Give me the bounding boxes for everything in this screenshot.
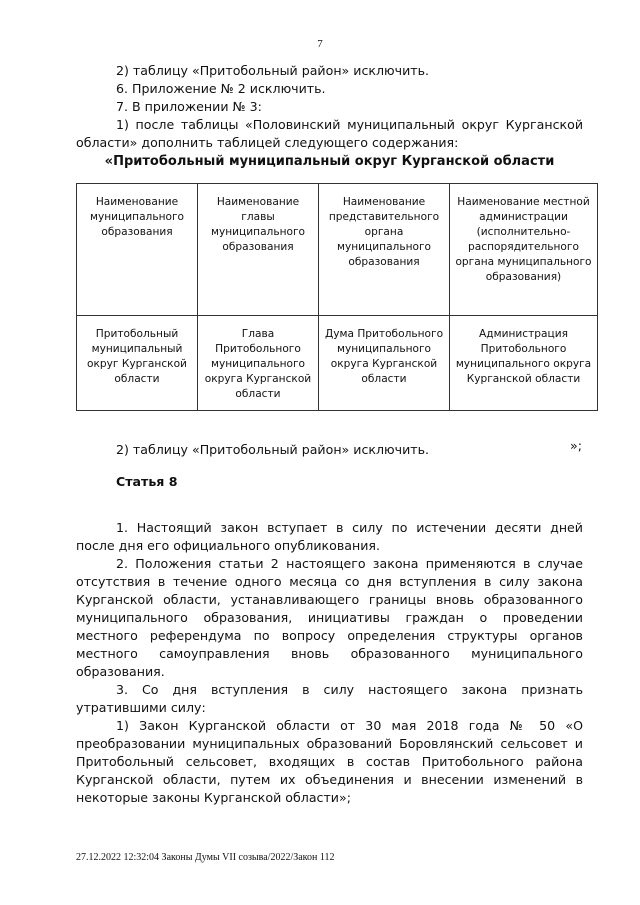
paragraph-appendix-2: 6. Приложение № 2 исключить. bbox=[116, 81, 326, 96]
table-cell: Дума Притобольного муниципального округа Курганской области bbox=[319, 316, 450, 411]
table-row bbox=[77, 316, 598, 411]
document-body-bottom bbox=[76, 441, 583, 807]
document-body-top bbox=[76, 62, 583, 171]
table-header-cell: Наименование главы муниципального образования bbox=[198, 184, 319, 316]
table-cell: Притобольный муниципальный округ Курганской области bbox=[77, 316, 198, 411]
article-title: Статья 8 bbox=[116, 474, 178, 489]
table-header-row bbox=[77, 184, 598, 316]
article-paragraph-2: 2. Положения статьи 2 настоящего закона применяются в случае отсутствия в течение одного месяца со дня вступления в силу закона Курганской области, устанавливающего границы вновь образованного муниципального образования, инициативы граждан о проведении местного референдума по вопросу определения структуры органов местного самоуправления вновь образованного муниципального образования. bbox=[76, 556, 583, 679]
table-header-cell: Наименование представительного органа муниципального образования bbox=[319, 184, 450, 316]
article-paragraph-1: 1. Настоящий закон вступает в силу по истечении десяти дней после дня его официального опубликования. bbox=[76, 520, 583, 553]
quote-close: »; bbox=[570, 438, 582, 453]
paragraph-add-table: 1) после таблицы «Половинский муниципальный округ Курганской области» дополнить таблицей следующего содержания: bbox=[76, 117, 583, 150]
table-title: «Притобольный муниципальный округ Курганской области bbox=[104, 154, 555, 169]
table-header-cell: Наименование местной администрации (исполнительно-распорядительного органа муниципального образования) bbox=[450, 184, 598, 316]
table-cell: Глава Притобольного муниципального округа Курганской области bbox=[198, 316, 319, 411]
footer-stamp: 27.12.2022 12:32:04 Законы Думы VII созыва/2022/Закон 112 bbox=[76, 852, 335, 863]
municipality-table bbox=[76, 183, 598, 411]
article-paragraph-4: 1) Закон Курганской области от 30 мая 2018 года № 50 «О преобразовании муниципальных образований Боровлянский сельсовет и Притобольный сельсовет, входящих в состав Притобольного района Курганской области, путем их объединения и внесении изменений в некоторые законы Курганской области»; bbox=[76, 718, 583, 805]
table-cell: Администрация Притобольного муниципального округа Курганской области bbox=[450, 316, 598, 411]
article-paragraph-3: 3. Со дня вступления в силу настоящего закона признать утратившими силу: bbox=[76, 682, 583, 715]
paragraph-table-exclude-2: 2) таблицу «Притобольный район» исключить. bbox=[116, 442, 430, 457]
paragraph-table-exclude: 2) таблицу «Притобольный район» исключить. bbox=[116, 63, 430, 78]
page-number: 7 bbox=[317, 38, 323, 50]
paragraph-appendix-3: 7. В приложении № 3: bbox=[116, 99, 262, 114]
table-header-cell: Наименование муниципального образования bbox=[77, 184, 198, 316]
